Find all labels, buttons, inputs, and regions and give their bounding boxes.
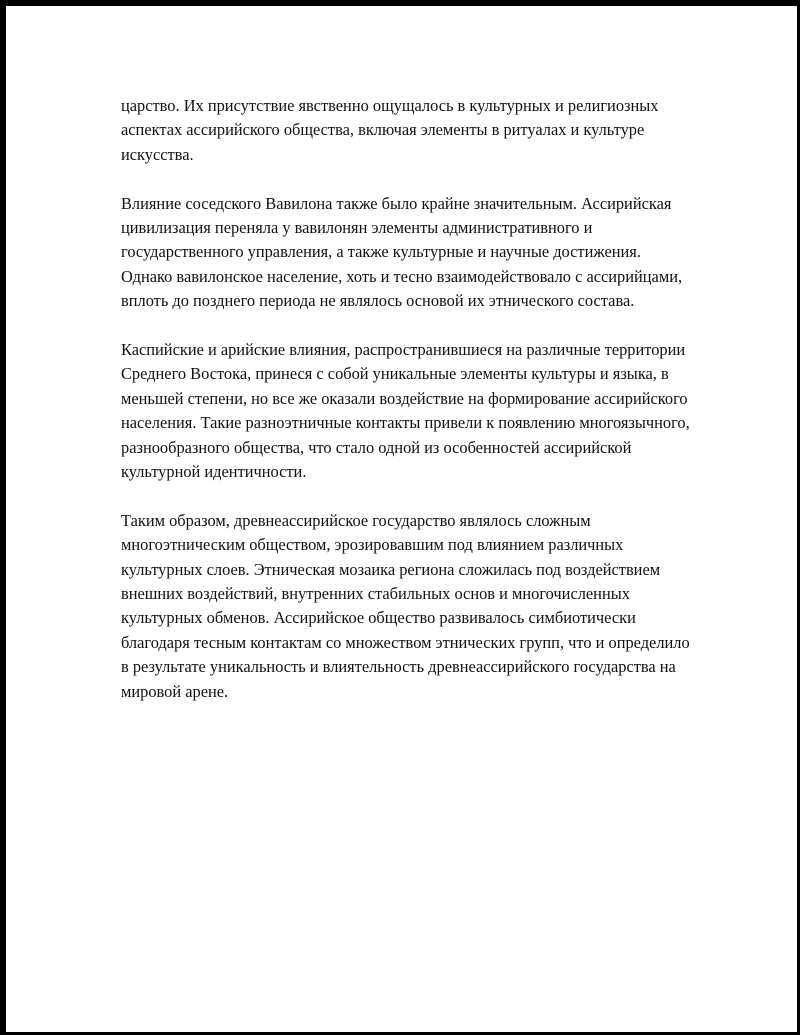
paragraph-1: царство. Их присутствие явственно ощущалось в культурных и религиозных аспектах ассирийского общества, включая элементы в ритуалах и культуре искусства. — [121, 96, 659, 164]
paragraph-2: Влияние соседского Вавилона также было крайне значительным. Ассирийская цивилизация переняла у вавилонян элементы административного и государственного управления, а также культурные и научные достижения. Однако вавилонское население, хоть и тесно взаимодействовало с ассирийцами, вплоть до позднего периода не являлось основой их этнического состава. — [121, 193, 683, 311]
document-body — [121, 94, 691, 729]
paragraph-3: Каспийские и арийские влияния, распространившиеся на различные территории Среднего Востока, принеся с собой уникальные элементы культуры и языка, в меньшей степени, но все же оказали воздействие на формирование ассирийского населения. Такие разноэтничные контакты привели к появлению многоязычного, разнообразного общества, что стало одной из особенностей ассирийской культурной идентичности. — [121, 340, 690, 482]
paragraph-4: Таким образом, древнеассирийское государство являлось сложным многоэтническим обществом, эрозировавшим под влиянием различных культурных слоев. Этническая мозаика региона сложилась под воздействием внешних воздействий, внутренних стабильных основ и многочисленных культурных обменов. Ассирийское общество развивалось симбиотически благодаря тесным контактам со множеством этнических групп, что и определило в результате уникальность и влиятельность древнеассирийского государства на мировой арене. — [121, 510, 690, 701]
